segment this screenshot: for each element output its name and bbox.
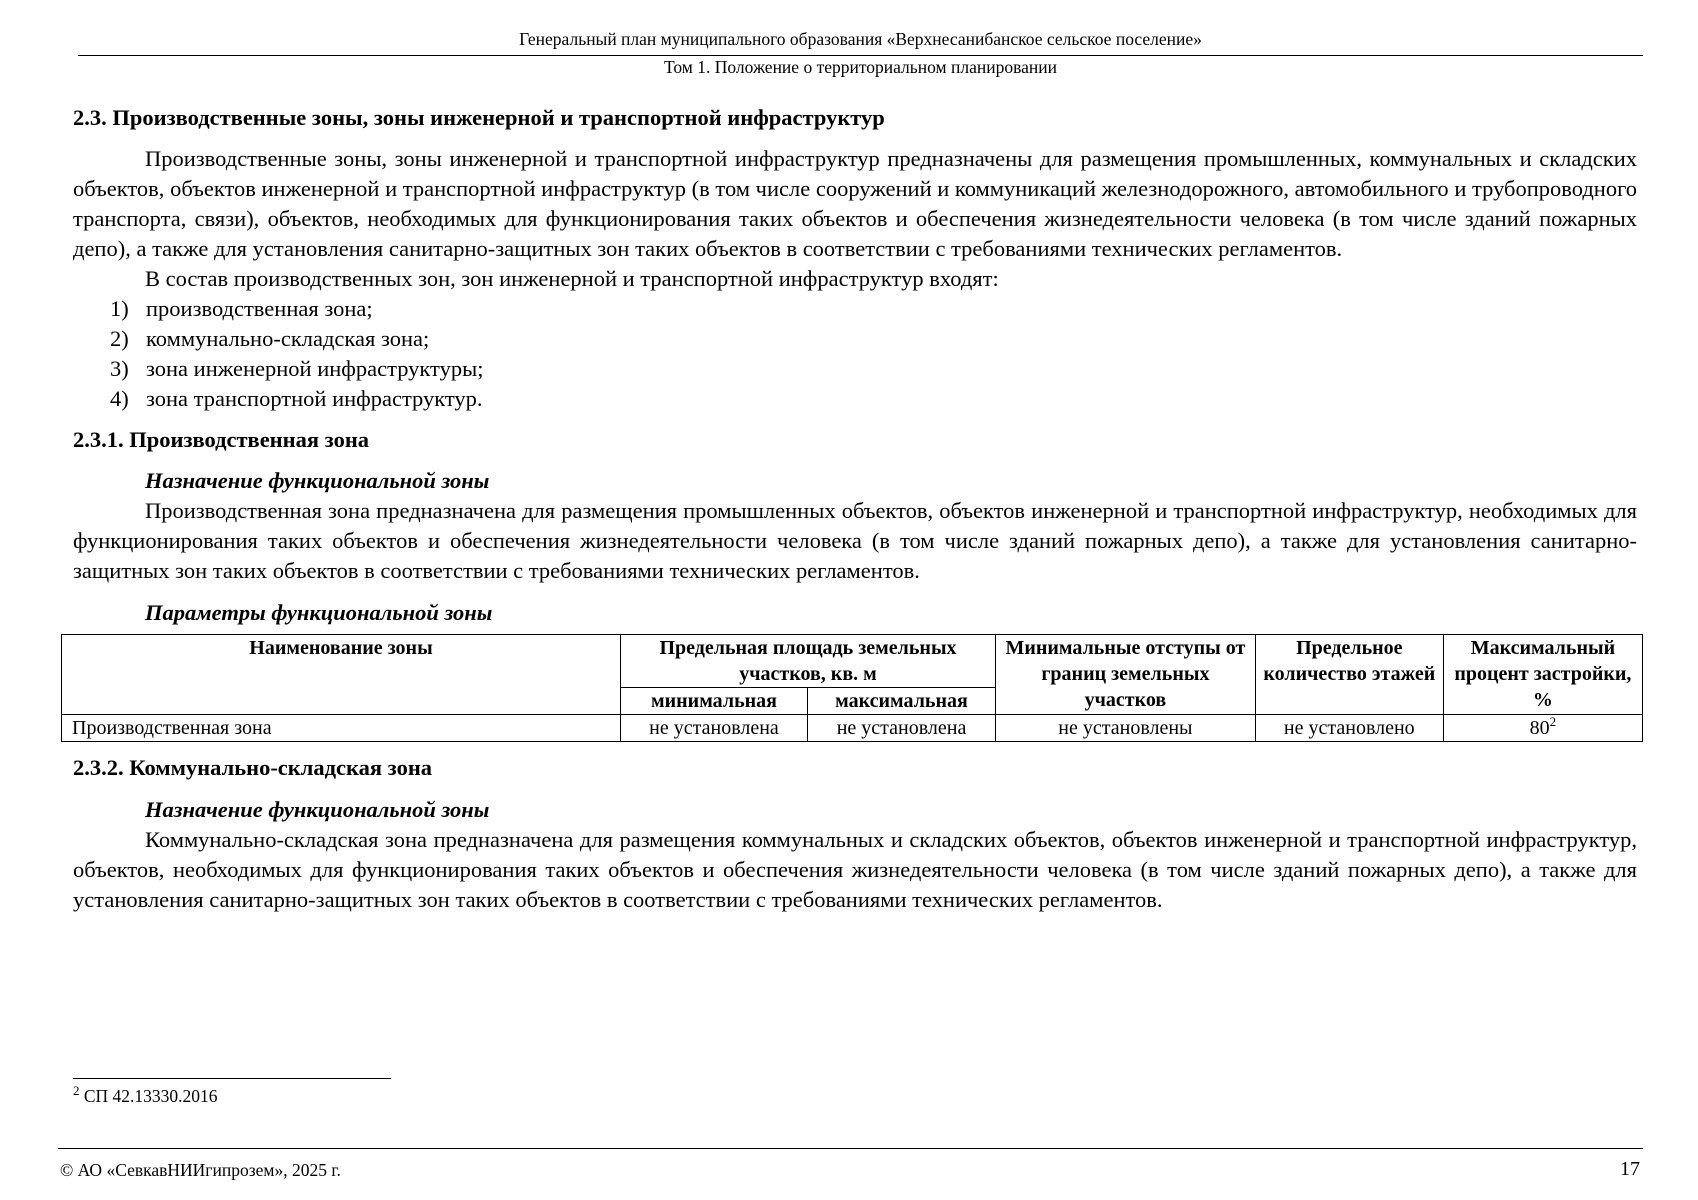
col-header-offsets: Минимальные отступы от границ земельных участков (996, 635, 1256, 715)
zone-list (73, 294, 1637, 414)
list-item: 3) зона инженерной инфраструктуры; (110, 356, 484, 381)
cell-floors: не установлено (1255, 715, 1443, 742)
list-intro: В состав производственных зон, зон инженерной и транспортной инфраструктур входят: (145, 266, 999, 291)
subsection-heading-production: 2.3.1. Производственная зона (73, 427, 370, 452)
header-divider (78, 55, 1643, 56)
col-header-area-max: максимальная (808, 688, 996, 715)
cell-area-max: не установлена (808, 715, 996, 742)
page-number: 17 (1620, 1158, 1640, 1180)
footer-divider (58, 1148, 1643, 1149)
cell-percent: $80^2$ (1443, 715, 1642, 742)
footnote: $^2$ СП 42.13330.2016 (73, 1083, 218, 1106)
purpose-title: Назначение функциональной зоны (145, 797, 490, 822)
col-header-floors: Предельное количество этажей (1255, 635, 1443, 715)
col-header-area: Предельная площадь земельных участков, кв. м (621, 635, 996, 688)
footnote-divider (73, 1078, 391, 1079)
col-header-name: Наименование зоны (62, 635, 621, 715)
subsection-heading-warehouse: 2.3.2. Коммунально-складская зона (73, 755, 433, 780)
cell-name: Производственная зона (62, 715, 621, 742)
params-title: Параметры функциональной зоны (145, 600, 493, 625)
section-intro-paragraph: Производственные зоны, зоны инженерной и транспортной инфраструктур предназначены для размещения промышленных, коммунальных и складских объектов, объектов инженерной и транспортной инфраструктур (в том числе сооружений и коммуникаций железнодорожного, автомобильного и трубопроводного транспорта, связи), объектов, необходимых для функционирования таких объектов и обеспечения жизнедеятельности человека (в том числе зданий пожарных депо), а также для установления санитарно-защитных зон таких объектов в соответствии с требованиями технических регламентов. (73, 146, 1637, 261)
document-body (73, 103, 1637, 915)
running-header-subtitle: Том 1. Положение о территориальном планировании (664, 57, 1057, 77)
list-item: 2) коммунально-складская зона; (110, 326, 430, 351)
footnote-mark: 2 (73, 1083, 80, 1098)
cell-offsets: не установлены (996, 715, 1256, 742)
table-row (62, 715, 1643, 742)
running-header-title: Генеральный план муниципального образования «Верхнесанибанское сельское поселение» (519, 29, 1202, 49)
col-header-area-min: минимальная (621, 688, 808, 715)
footnote-ref: 2 (1549, 714, 1557, 729)
list-item: 1) производственная зона; (110, 296, 373, 321)
params-table (61, 634, 1643, 742)
list-item: 4) зона транспортной инфраструктур. (110, 386, 483, 411)
cell-area-min: не установлена (621, 715, 808, 742)
col-header-percent: Максимальный процент застройки, % (1443, 635, 1642, 715)
section-heading: 2.3. Производственные зоны, зоны инженерной и транспортной инфраструктур (73, 105, 885, 130)
purpose-paragraph: Производственная зона предназначена для размещения промышленных объектов, объектов инженерной и транспортной инфраструктур, необходимых для функционирования таких объектов и обеспечения жизнедеятельности человека (в том числе зданий пожарных депо), а также для установления санитарно-защитных зон таких объектов в соответствии с требованиями технических регламентов. (73, 498, 1637, 583)
purpose-title: Назначение функциональной зоны (145, 468, 490, 493)
purpose-paragraph: Коммунально-складская зона предназначена для размещения коммунальных и складских объектов, объектов инженерной и транспортной инфраструктур, объектов, необходимых для функционирования таких объектов и обеспечения жизнедеятельности человека (в том числе зданий пожарных депо), а также для установления санитарно-защитных зон таких объектов в соответствии с требованиями технических регламентов. (73, 827, 1637, 912)
footer-copyright: © АО «СевкавНИИгипрозем», 2025 г. (60, 1160, 341, 1180)
